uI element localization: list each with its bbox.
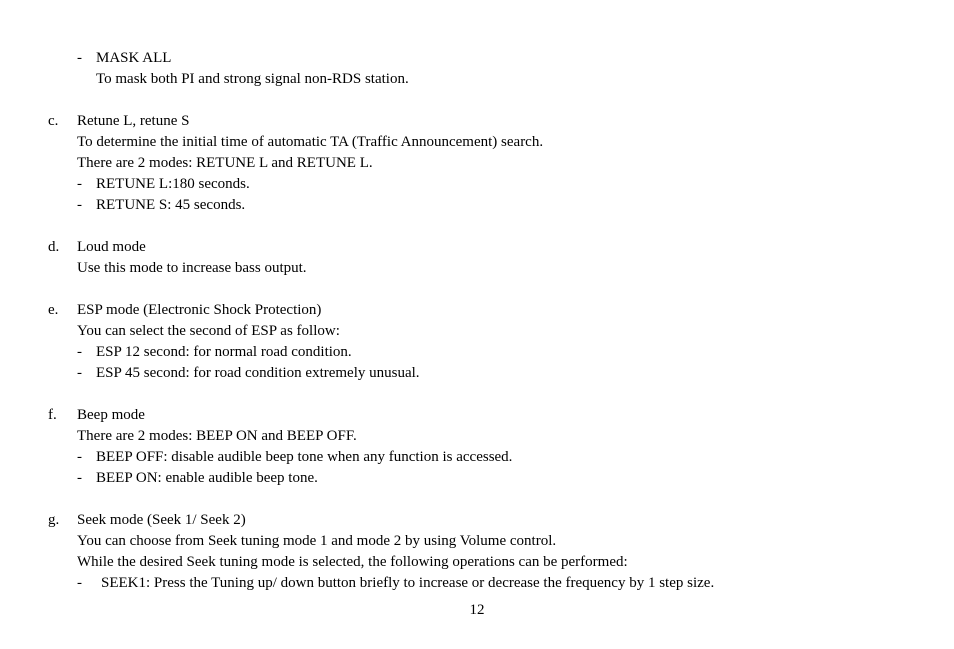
section-text: There are 2 modes: BEEP ON and BEEP OFF.: [77, 428, 357, 444]
section-text: There are 2 modes: RETUNE L and RETUNE L.: [77, 155, 373, 171]
bullet-dash: -: [77, 50, 82, 66]
bullet-dash: -: [77, 176, 82, 192]
section-text: You can select the second of ESP as follow:: [77, 323, 340, 339]
section-title: Loud mode: [77, 239, 146, 255]
bullet-text: SEEK1: Press the Tuning up/ down button briefly to increase or decrease the frequency by 1 step size.: [101, 575, 715, 591]
section-letter: e.: [48, 302, 59, 318]
item-label: MASK ALL: [96, 50, 172, 66]
section-text: While the desired Seek tuning mode is selected, the following operations can be performed:: [77, 554, 628, 570]
bullet-text: ESP 45 second: for road condition extremely unusual.: [96, 365, 420, 381]
bullet-text: RETUNE S: 45 seconds.: [96, 197, 246, 213]
section-letter: f.: [48, 407, 57, 423]
section-text: You can choose from Seek tuning mode 1 and mode 2 by using Volume control.: [77, 533, 557, 549]
page-number: 12: [469, 602, 485, 618]
section-text: Use this mode to increase bass output.: [77, 260, 307, 276]
section-letter: d.: [48, 239, 60, 255]
bullet-dash: -: [77, 365, 82, 381]
bullet-dash: -: [77, 449, 82, 465]
section-letter: c.: [48, 113, 59, 129]
bullet-text: BEEP OFF: disable audible beep tone when any function is accessed.: [96, 449, 513, 465]
section-title: ESP mode (Electronic Shock Protection): [77, 302, 322, 318]
bullet-dash: -: [77, 575, 82, 591]
section-letter: g.: [48, 512, 60, 528]
bullet-dash: -: [77, 470, 82, 486]
section-text: To determine the initial time of automatic TA (Traffic Announcement) search.: [77, 134, 544, 150]
bullet-text: RETUNE L:180 seconds.: [96, 176, 250, 192]
bullet-dash: -: [77, 344, 82, 360]
section-title: Seek mode (Seek 1/ Seek 2): [77, 512, 246, 528]
bullet-dash: -: [77, 197, 82, 213]
bullet-text: BEEP ON: enable audible beep tone.: [96, 470, 318, 486]
section-title: Beep mode: [77, 407, 145, 423]
bullet-text: ESP 12 second: for normal road condition.: [96, 344, 352, 360]
section-title: Retune L, retune S: [77, 113, 190, 129]
item-description: To mask both PI and strong signal non-RDS station.: [96, 71, 409, 87]
